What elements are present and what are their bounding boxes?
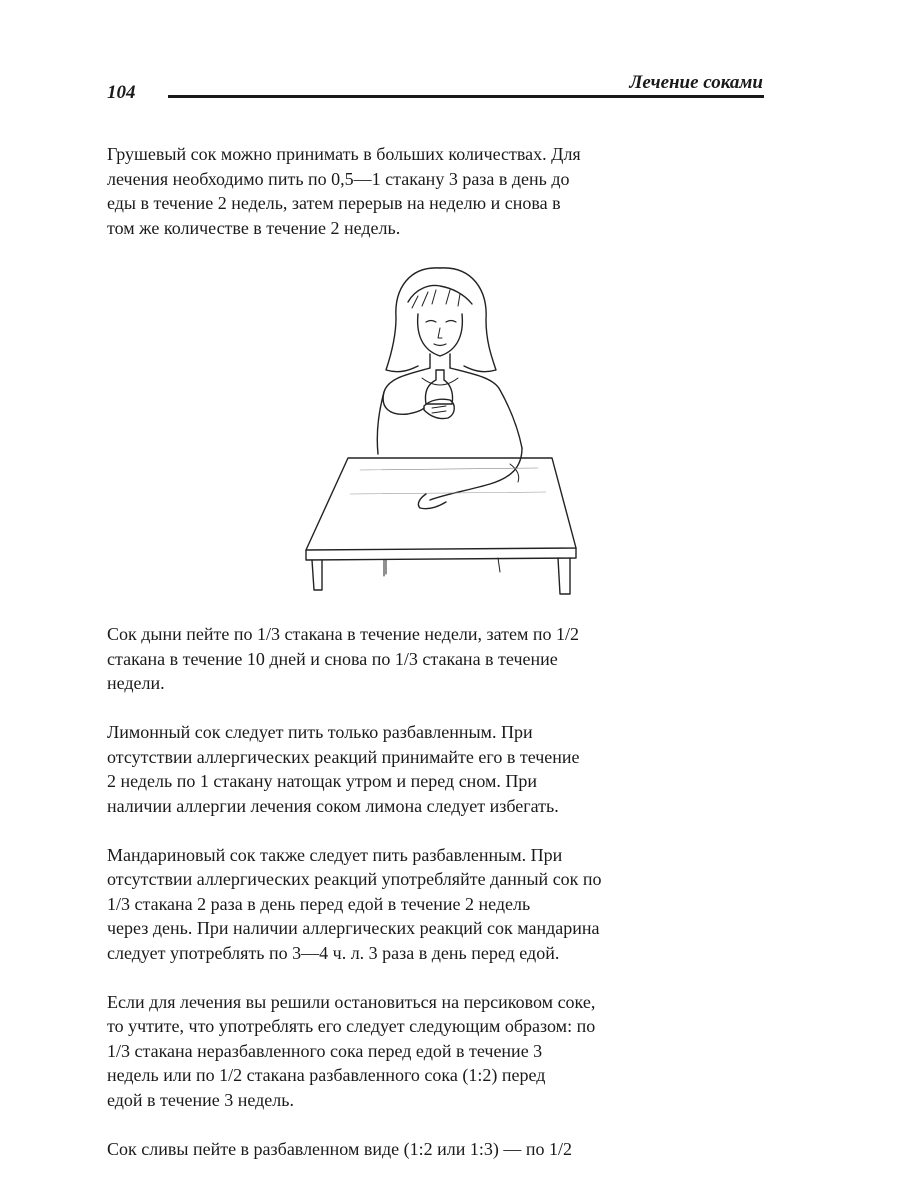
paragraph-peach-juice: Если для лечения вы решили остановиться на персиковом соке, то учтите, что употреблять его следует следующим образом: по 1/3 стакана неразбавленного сока перед едой в течение 3 недель или по 1/2 стакана разбавленного сока (1:2) перед едой в течение 3 недель. [107,991,596,1110]
paragraph-lemon-juice: Лимонный сок следует пить только разбавленным. При отсутствии аллергических реакций принимайте его в течение 2 недель по 1 стакану натощак утром и перед сном. При наличии аллергии лечения соком лимона следует избегать. [107,722,580,816]
paragraph-tangerine-juice: Мандариновый сок также следует пить разбавленным. При отсутствии аллергических реакций употребляйте данный сок по 1/3 стакана 2 раза в день перед едой в течение 2 недель через день. При наличии аллергических реакций сок мандарина следует употреблять по 3—4 ч. л. 3 раза в день перед едой. [107,844,602,963]
text-block-lower [107,622,687,1186]
woman-with-juice-at-table-illustration [290,258,600,608]
page-header [0,0,900,110]
running-head: Лечение соками [629,72,763,93]
paragraph-plum-juice: Сок сливы пейте в разбавленном виде (1:2 или 1:3) — по 1/2 [107,1138,573,1159]
text-block-top [107,142,687,240]
paragraph-melon-juice: Сок дыни пейте по 1/3 стакана в течение недели, затем по 1/2 стакана в течение 10 дней и снова по 1/3 стакана в течение недели. [107,624,580,693]
header-rule [168,95,764,98]
paragraph-pear-juice: Грушевый сок можно принимать в больших количествах. Для лечения необходимо пить по 0,5—1 стакану 3 раза в день до еды в течение 2 недель, затем перерыв на неделю и снова в том же количестве в течение 2 недель. [107,144,581,238]
page-number: 104 [107,82,136,103]
